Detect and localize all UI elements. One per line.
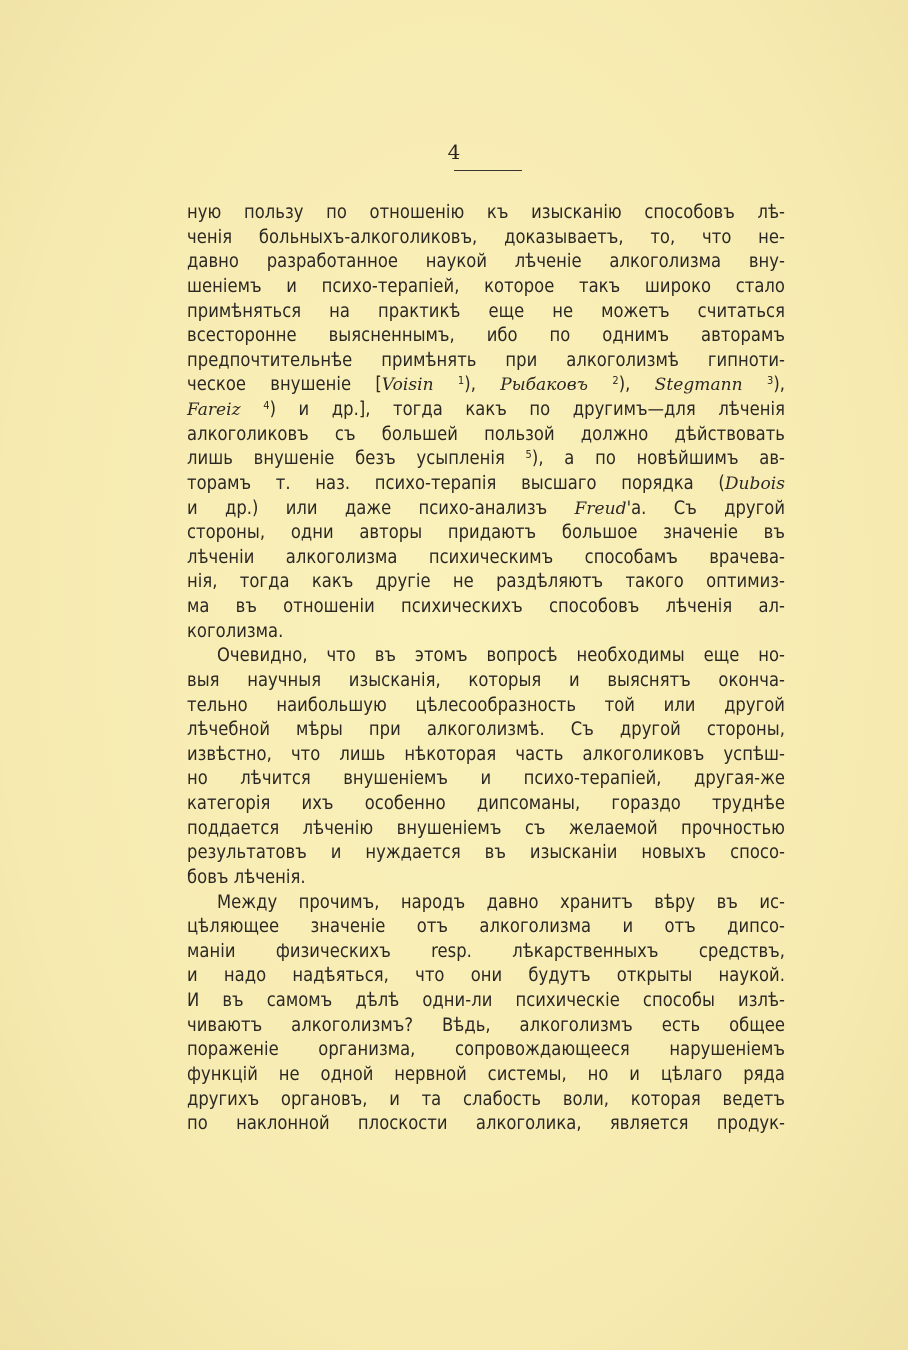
text-line xyxy=(187,201,785,226)
text-run: ма въ отношеніи психическихъ способовъ лѣченія ал- xyxy=(187,596,785,617)
text-run: шеніемъ и психо-терапіей, которое такъ широко стало xyxy=(187,275,785,297)
text-line xyxy=(187,915,785,940)
text-run: ), xyxy=(773,374,785,396)
text-run: категорія ихъ особенно дипсоманы, гораздо труднѣе xyxy=(187,793,785,814)
text-run: давно разработанное наукой лѣченіе алкоголизма вну- xyxy=(187,251,785,273)
text-run: Очевидно, что въ этомъ вопросѣ необходимы еще но- xyxy=(217,645,785,667)
text-run: ную пользу по отношенію къ изысканію способовъ лѣ- xyxy=(187,202,785,223)
text-run: предпочтительнѣе примѣнять при алкоголизмѣ гипноти- xyxy=(187,349,785,371)
text-line xyxy=(187,792,785,817)
text-run: ), xyxy=(618,374,655,396)
text-line xyxy=(187,373,785,398)
italic-name: Freud xyxy=(574,498,627,519)
text-line xyxy=(187,1088,785,1113)
text-line xyxy=(187,275,785,300)
text-run xyxy=(241,399,264,420)
text-line xyxy=(187,546,785,571)
text-run: ), xyxy=(464,374,501,396)
italic-name: Рыбаковъ xyxy=(500,375,589,396)
text-line xyxy=(187,250,785,275)
text-line xyxy=(187,1063,785,1088)
text-line xyxy=(187,767,785,792)
text-run: выя научныя изысканія, которыя и выяснятъ оконча- xyxy=(187,669,785,691)
text-run: извѣстно, что лишь нѣкоторая часть алкоголиковъ успѣш- xyxy=(187,743,785,765)
text-run: другихъ органовъ, и та слабость воли, которая ведетъ xyxy=(187,1088,785,1110)
text-line xyxy=(187,472,785,497)
body-text xyxy=(187,201,785,1137)
text-line xyxy=(187,423,785,448)
text-run: алкоголиковъ съ большей пользой должно дѣйствовать xyxy=(187,423,785,445)
text-line xyxy=(187,841,785,866)
text-line xyxy=(187,1014,785,1039)
text-run: лишь внушеніе безъ усыпленія xyxy=(187,448,526,470)
text-line xyxy=(187,817,785,842)
page-number-rule xyxy=(454,170,522,171)
text-run: результатовъ и нуждается въ изысканіи новыхъ спосо- xyxy=(187,842,785,864)
text-line xyxy=(187,1112,785,1137)
text-run: и надо надѣяться, что они будутъ открыты наукой. xyxy=(187,965,785,987)
text-run: И въ самомъ дѣлѣ одни-ли психическіе способы излѣ- xyxy=(187,990,785,1011)
text-run: и др.) или даже психо-анализъ xyxy=(187,497,575,519)
text-run xyxy=(588,374,612,395)
text-run: пораженіе организма, сопровождающееся нарушеніемъ xyxy=(187,1039,785,1061)
text-line xyxy=(187,1038,785,1063)
text-run: нія, тогда какъ другіе не раздѣляютъ такого оптимиз- xyxy=(187,571,785,593)
text-line xyxy=(187,300,785,325)
text-run: Между прочимъ, народъ давно хранитъ вѣру въ ис- xyxy=(217,891,785,913)
italic-name: Dubois xyxy=(724,473,785,494)
text-run: цѣляющее значеніе отъ алкоголизма и отъ дипсо- xyxy=(187,916,785,938)
text-run: по наклонной плоскости алкоголика, является продук- xyxy=(187,1113,785,1135)
footnote-ref: 5 xyxy=(525,448,532,462)
text-line xyxy=(187,324,785,349)
text-run: ческое внушеніе [ xyxy=(187,374,382,396)
text-line xyxy=(187,891,785,916)
text-line xyxy=(187,447,785,472)
text-run: лѣченіи алкоголизма психическимъ способамъ врачева- xyxy=(187,546,785,568)
page-number: 4 xyxy=(447,140,461,164)
footnote-ref: 3 xyxy=(766,374,774,388)
text-run xyxy=(743,374,767,395)
text-line xyxy=(187,521,785,546)
text-run: 'а. Съ другой xyxy=(626,497,786,519)
text-line xyxy=(187,669,785,694)
text-line xyxy=(187,989,785,1014)
text-line xyxy=(187,349,785,374)
text-run: функцій не одной нервной системы, но и цѣлаго ряда xyxy=(187,1063,785,1085)
footnote-ref: 1 xyxy=(457,374,465,388)
footnote-ref: 2 xyxy=(612,374,619,388)
text-line xyxy=(187,718,785,743)
text-run: лѣчебной мѣры при алкоголизмѣ. Съ другой стороны, xyxy=(187,719,785,741)
text-run: маніи физическихъ resp. лѣкарственныхъ средствъ, xyxy=(187,940,785,962)
text-line xyxy=(187,644,785,669)
text-run: ) и др.], тогда какъ по другимъ—для лѣченія xyxy=(269,399,785,420)
text-run: бовъ лѣченія. xyxy=(187,866,306,888)
text-line xyxy=(187,497,785,522)
text-line xyxy=(187,964,785,989)
text-line xyxy=(187,694,785,719)
text-line xyxy=(187,940,785,965)
text-run: всесторонне выясненнымъ, ибо по однимъ авторамъ xyxy=(187,325,785,347)
text-line xyxy=(187,595,785,620)
italic-name: Fareiz xyxy=(187,400,241,420)
text-line xyxy=(187,226,785,251)
text-run: коголизма. xyxy=(187,620,284,642)
text-run: ), а по новѣйшимъ ав- xyxy=(531,448,785,470)
italic-name: Voisin xyxy=(381,375,434,396)
text-line xyxy=(187,866,785,891)
italic-name: Stegmann xyxy=(654,375,743,396)
text-run: тельно наибольшую цѣлесообразность той или другой xyxy=(187,694,785,716)
text-line xyxy=(187,398,785,423)
text-run: поддается лѣченію внушеніемъ съ желаемой прочностью xyxy=(187,817,785,839)
text-run xyxy=(434,374,458,395)
footnote-ref: 4 xyxy=(263,399,270,412)
text-line xyxy=(187,620,785,645)
text-run: но лѣчится внушеніемъ и психо-терапіей, другая-же xyxy=(187,768,785,790)
text-run: стороны, одни авторы придаютъ большое значеніе въ xyxy=(187,522,785,544)
text-line xyxy=(187,570,785,595)
text-run: ченія больныхъ-алкоголиковъ, доказываетъ, то, что не- xyxy=(187,226,785,248)
text-run: чиваютъ алкоголизмъ? Вѣдь, алкоголизмъ есть общее xyxy=(187,1014,785,1036)
text-run: торамъ т. наз. психо-терапія высшаго порядка ( xyxy=(187,472,725,494)
text-run: примѣняться на практикѣ еще не можетъ считаться xyxy=(187,300,785,322)
text-line xyxy=(187,743,785,768)
